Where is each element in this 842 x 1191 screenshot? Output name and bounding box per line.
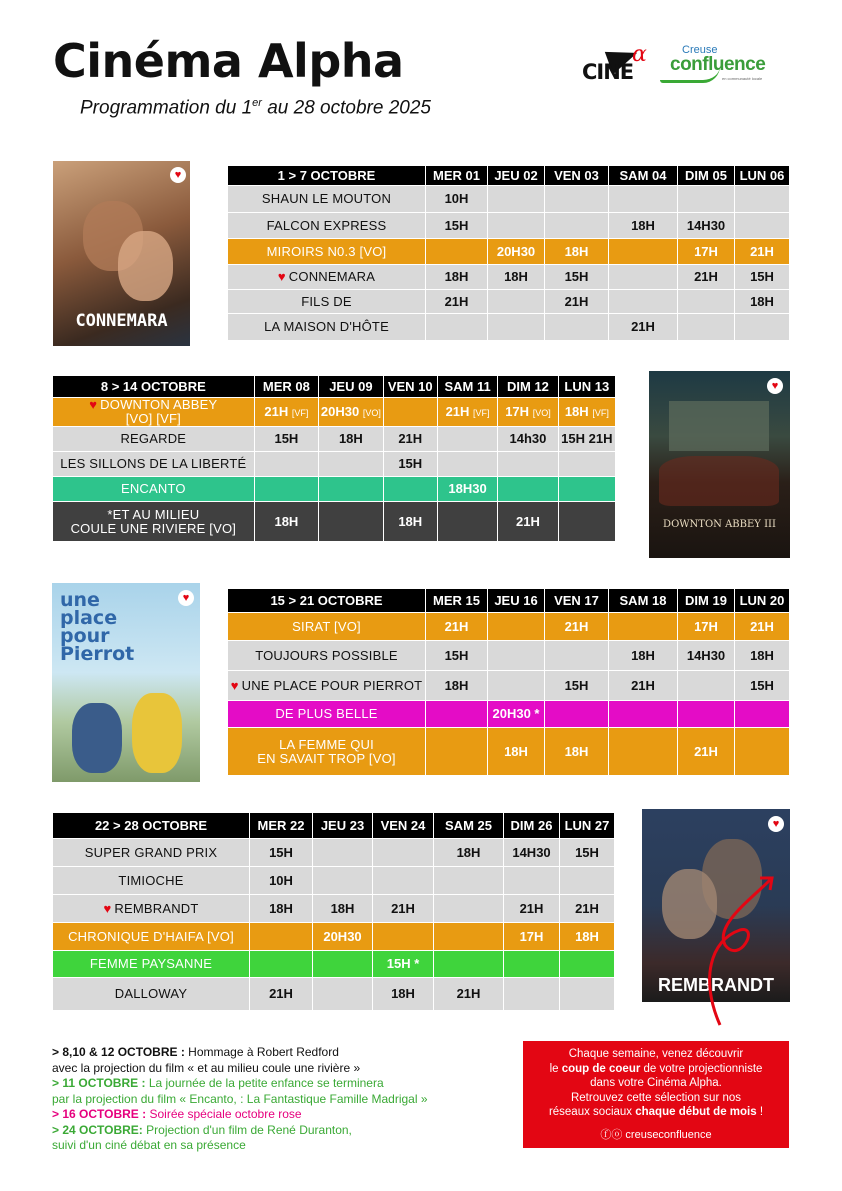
week-header-row: [228, 166, 790, 186]
showtime-cell: 18H: [488, 728, 545, 776]
note-line: suivi d'un ciné débat en sa présence: [52, 1138, 246, 1152]
showtime-cell: 21H: [504, 895, 560, 923]
showtime-cell: [426, 701, 488, 728]
poster-connemara: ♥ CONNEMARA: [53, 161, 190, 346]
showtime-cell: 20H30: [488, 239, 545, 265]
showtime-cell: [735, 701, 790, 728]
note-line: > 16 OCTOBRE : Soirée spéciale octobre rose: [52, 1107, 302, 1121]
film-title: FEMME PAYSANNE: [53, 951, 250, 978]
showtime-cell: [250, 923, 313, 951]
showtime-cell: [678, 290, 735, 314]
showtime-cell: 17H: [678, 239, 735, 265]
showtime-cell: 21H: [250, 978, 313, 1011]
showtime-cell: [678, 671, 735, 701]
film-title: SIRAT [VO]: [228, 613, 426, 641]
week-header-row: [228, 589, 790, 613]
film-title: DE PLUS BELLE: [228, 701, 426, 728]
day-header: DIM 19: [678, 589, 735, 613]
showtime-cell: 18H: [609, 213, 678, 239]
day-header: VEN 03: [545, 166, 609, 186]
table-row: [53, 398, 616, 427]
table-row: [228, 314, 790, 341]
showtime-cell: 14H30: [678, 641, 735, 671]
day-header: SAM 25: [434, 813, 504, 839]
showtime-cell: [678, 701, 735, 728]
showtime-cell: 21H [VF]: [437, 398, 497, 427]
showtime-cell: [609, 701, 678, 728]
film-title: CHRONIQUE D'HAIFA [VO]: [53, 923, 250, 951]
table-row: [228, 641, 790, 671]
showtime-cell: [560, 867, 615, 895]
showtime-cell: 21H: [735, 613, 790, 641]
showtime-cell: [426, 728, 488, 776]
showtime-cell: [678, 314, 735, 341]
showtime-cell: [609, 728, 678, 776]
showtime-cell: 21H: [426, 290, 488, 314]
showtime-cell: 18H: [545, 728, 609, 776]
showtime-cell: 21H: [373, 895, 434, 923]
table-row: [53, 427, 616, 452]
day-header: JEU 16: [488, 589, 545, 613]
showtime-cell: 21H: [426, 613, 488, 641]
social-handle: ⓕⓞ creuseconfluence: [600, 1128, 712, 1141]
showtime-cell: [434, 923, 504, 951]
showtime-cell: 18H: [545, 239, 609, 265]
showtime-cell: 18H30: [437, 477, 497, 502]
day-header: SAM 18: [609, 589, 678, 613]
showtime-cell: 21H: [678, 265, 735, 290]
showtime-cell: [488, 290, 545, 314]
heart-icon: ♥: [170, 167, 186, 183]
showtime-cell: [426, 314, 488, 341]
film-title: REGARDE: [53, 427, 255, 452]
showtime-cell: [488, 314, 545, 341]
showtime-cell: [313, 867, 373, 895]
week-header-row: [53, 813, 615, 839]
showtime-cell: 18H: [560, 923, 615, 951]
day-header: SAM 04: [609, 166, 678, 186]
page-title: Cinéma Alpha: [53, 34, 404, 88]
showtime-cell: 17H: [678, 613, 735, 641]
showtime-cell: 21H: [545, 290, 609, 314]
showtime-cell: [545, 641, 609, 671]
film-title: FALCON EXPRESS: [228, 213, 426, 239]
film-title: ENCANTO: [53, 477, 255, 502]
showtime-cell: [545, 186, 609, 213]
showtime-cell: [254, 452, 318, 477]
showtime-cell: 18H: [254, 502, 318, 542]
showtime-cell: 15H: [426, 213, 488, 239]
showtime-cell: [319, 452, 383, 477]
film-title: MIROIRS N0.3 [VO]: [228, 239, 426, 265]
day-header: LUN 27: [560, 813, 615, 839]
day-header: LUN 20: [735, 589, 790, 613]
note-line: par la projection du film « Encanto, : La Fantastique Famille Madrigal »: [52, 1091, 428, 1106]
showtime-cell: 21H: [678, 728, 735, 776]
showtime-cell: 18H: [319, 427, 383, 452]
showtime-cell: 15H: [560, 839, 615, 867]
film-title: ♥ CONNEMARA: [228, 265, 426, 290]
showtime-cell: [609, 290, 678, 314]
showtime-cell: 14h30: [498, 427, 558, 452]
showtime-cell: [609, 265, 678, 290]
showtime-cell: 21H: [383, 427, 437, 452]
showtime-cell: 17H: [504, 923, 560, 951]
showtime-cell: [735, 728, 790, 776]
showtime-cell: 21H: [545, 613, 609, 641]
heart-icon: ♥: [178, 590, 194, 606]
day-header: JEU 23: [313, 813, 373, 839]
note-line: > 8,10 & 12 OCTOBRE : Hommage à Robert Redford: [52, 1045, 339, 1059]
heart-icon: ♥: [89, 397, 98, 412]
day-header: LUN 13: [558, 376, 615, 398]
showtime-cell: [504, 978, 560, 1011]
showtime-cell: 14H30: [504, 839, 560, 867]
day-header: JEU 02: [488, 166, 545, 186]
showtime-cell: [558, 452, 615, 477]
event-notes: [52, 1045, 428, 1154]
table-row: [53, 502, 616, 542]
table-row: [53, 452, 616, 477]
film-title: TOUJOURS POSSIBLE: [228, 641, 426, 671]
creuse-confluence-logo: Creuse confluence en communauté locale: [660, 44, 795, 84]
week-2-table: [52, 375, 616, 542]
showtime-cell: [735, 213, 790, 239]
table-row: [53, 867, 615, 895]
showtime-cell: 18H: [609, 641, 678, 671]
showtime-cell: [313, 951, 373, 978]
showtime-cell: 15H: [735, 265, 790, 290]
poster-une-place-pour-pierrot: une place pour Pierrot ♥: [52, 583, 200, 782]
showtime-cell: [545, 314, 609, 341]
table-row: [53, 839, 615, 867]
note-line: > 11 OCTOBRE : La journée de la petite enfance se terminera: [52, 1076, 384, 1090]
day-header: DIM 05: [678, 166, 735, 186]
table-row: [228, 213, 790, 239]
film-title: SUPER GRAND PRIX: [53, 839, 250, 867]
showtime-cell: [488, 641, 545, 671]
showtime-cell: [383, 398, 437, 427]
table-row: [228, 728, 790, 776]
showtime-cell: 15H: [383, 452, 437, 477]
showtime-cell: [488, 213, 545, 239]
showtime-cell: [504, 951, 560, 978]
showtime-cell: 15H: [735, 671, 790, 701]
day-header: LUN 06: [735, 166, 790, 186]
showtime-cell: 15H: [426, 641, 488, 671]
day-header: VEN 10: [383, 376, 437, 398]
showtime-cell: 14H30: [678, 213, 735, 239]
showtime-cell: [545, 213, 609, 239]
showtime-cell: 18H: [434, 839, 504, 867]
film-title: FILS DE: [228, 290, 426, 314]
red-arrow-icon: [700, 870, 780, 1030]
week-header-row: [53, 376, 616, 398]
showtime-cell: [254, 477, 318, 502]
film-title: ♥ DOWNTON ABBEY [VO] [VF]: [53, 398, 255, 427]
showtime-cell: [678, 186, 735, 213]
showtime-cell: [313, 839, 373, 867]
poster-downton-abbey: ♥ DOWNTON ABBEY III: [649, 371, 790, 558]
showtime-cell: 15H: [545, 265, 609, 290]
showtime-cell: [609, 186, 678, 213]
day-header: SAM 11: [437, 376, 497, 398]
showtime-cell: 18H [VF]: [558, 398, 615, 427]
showtime-cell: [558, 502, 615, 542]
showtime-cell: 15H: [250, 839, 313, 867]
showtime-cell: 17H [VO]: [498, 398, 558, 427]
showtime-cell: 10H: [426, 186, 488, 213]
day-header: JEU 09: [319, 376, 383, 398]
showtime-cell: 18H: [313, 895, 373, 923]
coup-de-coeur-box: Chaque semaine, venez découvrir le coup de coeur de votre projectionniste dans votre Cinéma Alpha. Retrouvez cette sélection sur nos réseaux sociaux chaque début de mois ! ⓕⓞ creuseconfluence: [523, 1041, 789, 1148]
showtime-cell: [558, 477, 615, 502]
showtime-cell: 18H: [426, 671, 488, 701]
table-row: [53, 978, 615, 1011]
showtime-cell: 18H: [735, 641, 790, 671]
showtime-cell: [735, 314, 790, 341]
showtime-cell: 21H: [735, 239, 790, 265]
showtime-cell: [426, 239, 488, 265]
showtime-cell: 15H 21H: [558, 427, 615, 452]
cine-alpha-logo: CINE α: [582, 42, 647, 84]
showtime-cell: 18H: [735, 290, 790, 314]
week-1-table: [227, 165, 790, 341]
day-header: MER 15: [426, 589, 488, 613]
showtime-cell: 21H: [498, 502, 558, 542]
showtime-cell: [488, 186, 545, 213]
showtime-cell: 18H: [426, 265, 488, 290]
showtime-cell: [319, 477, 383, 502]
table-row: [228, 290, 790, 314]
table-row: [53, 895, 615, 923]
heart-icon: ♥: [230, 677, 239, 693]
film-title: LA MAISON D'HÔTE: [228, 314, 426, 341]
heart-icon: ♥: [768, 816, 784, 832]
showtime-cell: [498, 452, 558, 477]
showtime-cell: 21H: [434, 978, 504, 1011]
showtime-cell: [609, 239, 678, 265]
showtime-cell: 21H: [560, 895, 615, 923]
week-label: 15 > 21 OCTOBRE: [228, 589, 426, 613]
table-row: [228, 671, 790, 701]
showtime-cell: [735, 186, 790, 213]
showtime-cell: [319, 502, 383, 542]
film-title: SHAUN LE MOUTON: [228, 186, 426, 213]
heart-icon: ♥: [103, 900, 112, 916]
table-row: [228, 613, 790, 641]
week-label: 8 > 14 OCTOBRE: [53, 376, 255, 398]
showtime-cell: 20H30: [313, 923, 373, 951]
showtime-cell: 15H: [254, 427, 318, 452]
table-row: [228, 186, 790, 213]
film-title: TIMIOCHE: [53, 867, 250, 895]
week-3-table: [227, 588, 790, 776]
showtime-cell: [560, 951, 615, 978]
day-header: MER 01: [426, 166, 488, 186]
showtime-cell: [434, 895, 504, 923]
showtime-cell: [498, 477, 558, 502]
showtime-cell: [609, 613, 678, 641]
page-subtitle: Programmation du 1er au 28 octobre 2025: [80, 97, 431, 119]
showtime-cell: [434, 867, 504, 895]
showtime-cell: [313, 978, 373, 1011]
showtime-cell: [383, 477, 437, 502]
showtime-cell: 20H30 *: [488, 701, 545, 728]
showtime-cell: [373, 839, 434, 867]
film-title: LES SILLONS DE LA LIBERTÉ: [53, 452, 255, 477]
film-title: ♥ UNE PLACE POUR PIERROT: [228, 671, 426, 701]
poster-rembrandt: ♥ REMBRANDT: [642, 809, 790, 1002]
showtime-cell: 18H: [250, 895, 313, 923]
showtime-cell: [250, 951, 313, 978]
table-row: [53, 923, 615, 951]
showtime-cell: [488, 613, 545, 641]
day-header: DIM 12: [498, 376, 558, 398]
showtime-cell: [488, 671, 545, 701]
day-header: DIM 26: [504, 813, 560, 839]
showtime-cell: 21H [VF]: [254, 398, 318, 427]
film-title: *ET AU MILIEU COULE UNE RIVIERE [VO]: [53, 502, 255, 542]
day-header: MER 22: [250, 813, 313, 839]
film-title: LA FEMME QUI EN SAVAIT TROP [VO]: [228, 728, 426, 776]
showtime-cell: 15H: [545, 671, 609, 701]
table-row: [228, 265, 790, 290]
day-header: VEN 24: [373, 813, 434, 839]
showtime-cell: [434, 951, 504, 978]
showtime-cell: [504, 867, 560, 895]
heart-icon: ♥: [767, 378, 783, 394]
showtime-cell: 21H: [609, 314, 678, 341]
showtime-cell: 10H: [250, 867, 313, 895]
note-line: > 24 OCTOBRE: Projection d'un film de René Duranton,: [52, 1122, 352, 1137]
showtime-cell: 15H *: [373, 951, 434, 978]
week-label: 22 > 28 OCTOBRE: [53, 813, 250, 839]
film-title: ♥ REMBRANDT: [53, 895, 250, 923]
table-row: [228, 239, 790, 265]
heart-icon: ♥: [277, 269, 286, 284]
film-title: DALLOWAY: [53, 978, 250, 1011]
showtime-cell: 20H30 [VO]: [319, 398, 383, 427]
showtime-cell: [373, 923, 434, 951]
table-row: [53, 477, 616, 502]
showtime-cell: 21H: [609, 671, 678, 701]
week-4-table: [52, 812, 615, 1011]
week-label: 1 > 7 OCTOBRE: [228, 166, 426, 186]
note-line: avec la projection du film « et au milieu coule une rivière »: [52, 1060, 361, 1075]
day-header: VEN 17: [545, 589, 609, 613]
showtime-cell: [373, 867, 434, 895]
showtime-cell: 18H: [488, 265, 545, 290]
day-header: MER 08: [254, 376, 318, 398]
showtime-cell: [437, 502, 497, 542]
table-row: [53, 951, 615, 978]
showtime-cell: [545, 701, 609, 728]
showtime-cell: [437, 452, 497, 477]
showtime-cell: 18H: [373, 978, 434, 1011]
showtime-cell: 18H: [383, 502, 437, 542]
table-row: [228, 701, 790, 728]
showtime-cell: [560, 978, 615, 1011]
showtime-cell: [437, 427, 497, 452]
